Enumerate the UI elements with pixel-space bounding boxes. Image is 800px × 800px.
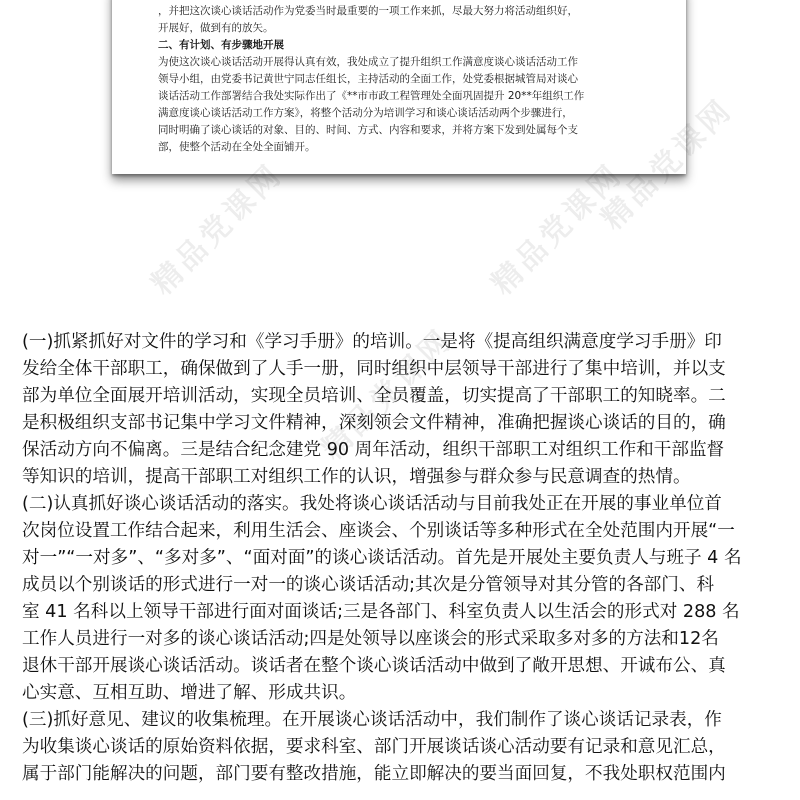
preview-text-line: 同时明确了谈心谈话的对象、目的、时间、方式、内容和要求，并将方案下发到处属每个支 xyxy=(158,124,578,136)
preview-text-line: 为使这次谈心谈话活动开展得认真有效，我处成立了提升组织工作满意度谈心谈话活动工作 xyxy=(158,56,578,68)
body-text-line: 发给全体干部职工，确保做到了人手一册，同时组织中层领导干部进行了集中培训，并以支 xyxy=(22,359,726,379)
preview-text-line: ，并把这次谈心谈话活动作为党委当时最重要的一项工作来抓，尽最大努力将活动组织好， xyxy=(158,5,578,17)
body-text-line: 属于部门能解决的问题，部门要有整改措施，能立即解决的要当面回复，不我处职权范围内 xyxy=(22,764,726,784)
preview-section-heading: 二、有计划、有步骤地开展 xyxy=(158,39,284,51)
body-text-line: 工作人员进行一对多的谈心谈话活动;四是处领导以座谈会的形式采取多对多的方法和12名 xyxy=(22,629,719,649)
body-text-line: (一)抓紧抓好对文件的学习和《学习手册》的培训。一是将《提高组织满意度学习手册》印 xyxy=(22,332,722,352)
preview-text-line: 满意度谈心谈话活动工作方案》，将整个活动分为培训学习和谈心谈话活动两个步骤进行， xyxy=(158,107,573,119)
preview-text-line: 领导小组，由党委书记黄世宁同志任组长，主持活动的全面工作，处党委根据城管局对谈心 xyxy=(158,73,578,85)
document-preview-stage xyxy=(0,0,800,190)
body-text-line: 成员以个别谈话的形式进行一对一的谈心谈话活动;其次是分管领导对其分管的各部门、科 xyxy=(22,575,715,595)
watermark-text: 精品党课网 xyxy=(314,321,460,467)
watermark-text: 精品党课网 xyxy=(144,156,290,302)
body-text-line: 心实意、互相互助、增进了解、形成共识。 xyxy=(22,683,357,703)
preview-text-line: 开展好，做到有的放矢。 xyxy=(158,22,274,34)
body-text xyxy=(22,329,782,788)
body-text-line: (三)抓好意见、建议的收集梳理。在开展谈心谈话活动中，我们制作了谈心谈话记录表，作 xyxy=(22,710,722,730)
body-text-line: 次岗位设置工作结合起来，利用生活会、座谈会、个别谈话等多种形式在全处范围内开展“一 xyxy=(22,521,735,541)
body-text-line: 室 41 名科以上领导干部进行面对面谈话;三是各部门、科室负责人以生活会的形式对 288 名 xyxy=(22,602,740,622)
preview-text-line: 部，使整个活动在全处全面铺开。 xyxy=(158,141,316,153)
body-text-line: 保活动方向不偏离。三是结合纪念建党 90 周年活动，组织干部职工对组织工作和干部监督 xyxy=(22,440,725,460)
body-text-line: 对一”“一对多”、“多对多”、“面对面”的谈心谈话活动。首先是开展处主要负责人与班子 4 名 xyxy=(22,548,742,568)
body-text-line: 退休干部开展谈心谈话活动。谈话者在整个谈心谈话活动中做到了敞开思想、开诚布公、真 xyxy=(22,656,726,676)
body-text-line: 部为单位全面展开培训活动，实现全员培训、全员覆盖，切实提高了干部职工的知晓率。二 xyxy=(22,386,726,406)
body-text-line: 是积极组织支部书记集中学习文件精神，深刻领会文件精神，准确把握谈心谈话的目的，确 xyxy=(22,413,726,433)
document-preview-text xyxy=(158,0,664,156)
watermark-text: 精品党课网 xyxy=(484,156,630,302)
preview-text-line: 谈话活动工作部署结合我处实际作出了《**市市政工程管理处全面巩固提升 20**年组织工作 xyxy=(158,90,585,102)
body-text-line: (二)认真抓好谈心谈话活动的落实。我处将谈心谈话活动与目前我处正在开展的事业单位首 xyxy=(22,494,722,514)
document-preview-page xyxy=(112,0,686,174)
body-text-line: 为收集谈心谈话的原始资料依据，要求科室、部门开展谈话谈心活动要有记录和意见汇总， xyxy=(22,737,726,757)
body-text-line: 等知识的培训，提高干部职工对组织工作的认识，增强参与群众参与民意调查的热情。 xyxy=(22,467,691,487)
